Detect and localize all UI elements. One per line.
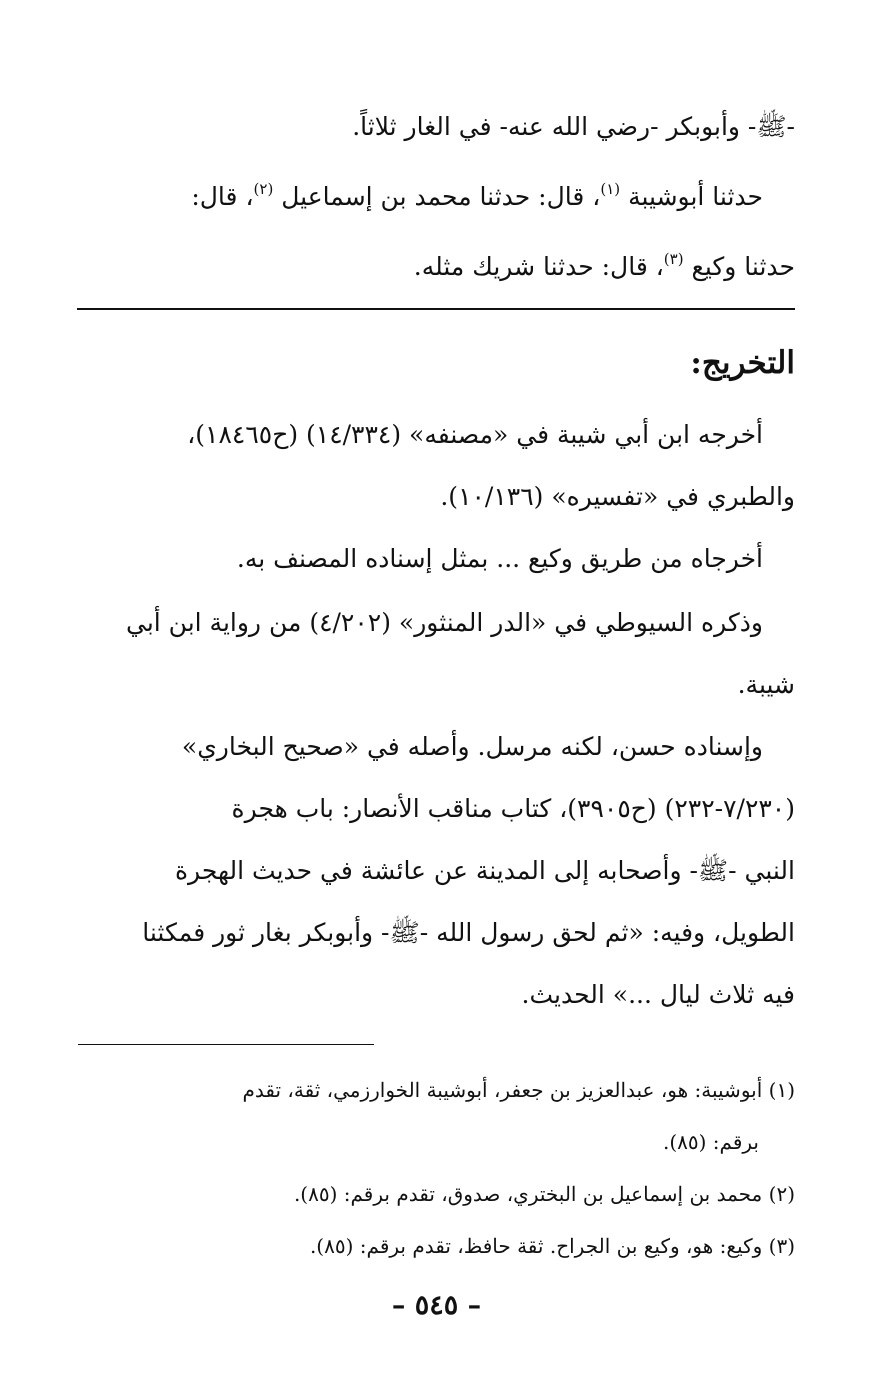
footnote-ref-3: (٣) <box>663 250 684 268</box>
takhrij-paragraph-4 <box>77 716 795 1026</box>
paragraph-line: أخرجه ابن أبي شيبة في «مصنفه» (١٤/٣٣٤) (ح١٨٤٦٥)، <box>187 420 763 449</box>
takhrij-heading: التخريج: <box>690 345 795 381</box>
paragraph-line: أخرجاه من طريق وكيع ... بمثل إسناده المصنف به. <box>236 544 763 573</box>
top-text-line-1: -ﷺ- وأبوبكر -رضي الله عنه- في الغار ثلاثاً. <box>352 112 795 141</box>
narrator-text: حدثنا أبوشيبة <box>620 182 763 211</box>
takhrij-paragraph-2 <box>77 528 795 590</box>
paragraph-line: وإسناده حسن، لكنه مرسل. وأصله في «صحيح البخاري» <box>181 732 763 761</box>
footnote-3 <box>77 1220 795 1272</box>
page-number: – ٥٤٥ – <box>391 1290 482 1321</box>
paragraph-line: شيبة. <box>737 670 795 699</box>
takhrij-paragraph-1 <box>77 404 795 528</box>
paragraph-line: الطويل، وفيه: «ثم لحق رسول الله -ﷺ- وأبوبكر بغار ثور فمكثنا <box>142 918 795 947</box>
paragraph-line: (٧/٢٣٠-٢٣٢) (ح٣٩٠٥)، كتاب مناقب الأنصار: باب هجرة <box>231 794 795 823</box>
paragraph-line: فيه ثلاث ليال ...» الحديث. <box>521 980 795 1009</box>
section-divider <box>77 308 795 310</box>
top-text-block <box>77 96 795 298</box>
paragraph-line: والطبري في «تفسيره» (١٠/١٣٦). <box>440 482 795 511</box>
footnote-line: (١) أبوشيبة: هو، عبدالعزيز بن جعفر، أبوشيبة الخوارزمي، ثقة، تقدم <box>242 1078 795 1102</box>
paragraph-line: وذكره السيوطي في «الدر المنثور» (٤/٢٠٢) من رواية ابن أبي <box>125 608 763 637</box>
footnote-line: برقم: (٨٥). <box>662 1130 759 1154</box>
narrator-text: حدثنا وكيع <box>683 252 795 281</box>
narrator-text: ، قال: حدثنا شريك مثله. <box>413 252 664 281</box>
footnote-ref-2: (٢) <box>253 180 274 198</box>
footnote-divider <box>78 1044 374 1045</box>
footnote-ref-1: (١) <box>600 180 621 198</box>
top-text-line-3 <box>77 228 795 298</box>
narrator-text: ، قال: <box>191 182 254 211</box>
footnote-line: (٣) وكيع: هو، وكيع بن الجراح. ثقة حافظ، تقدم برقم: (٨٥). <box>309 1234 795 1258</box>
footnote-2 <box>77 1168 795 1220</box>
narrator-text: ، قال: حدثنا محمد بن إسماعيل <box>273 182 601 211</box>
footnote-1 <box>77 1064 795 1168</box>
footnote-line: (٢) محمد بن إسماعيل بن البختري، صدوق، تقدم برقم: (٨٥). <box>293 1182 795 1206</box>
top-text-line-2 <box>77 158 795 228</box>
takhrij-paragraph-3 <box>77 592 795 716</box>
paragraph-line: النبي -ﷺ- وأصحابه إلى المدينة عن عائشة في حديث الهجرة <box>174 856 795 885</box>
